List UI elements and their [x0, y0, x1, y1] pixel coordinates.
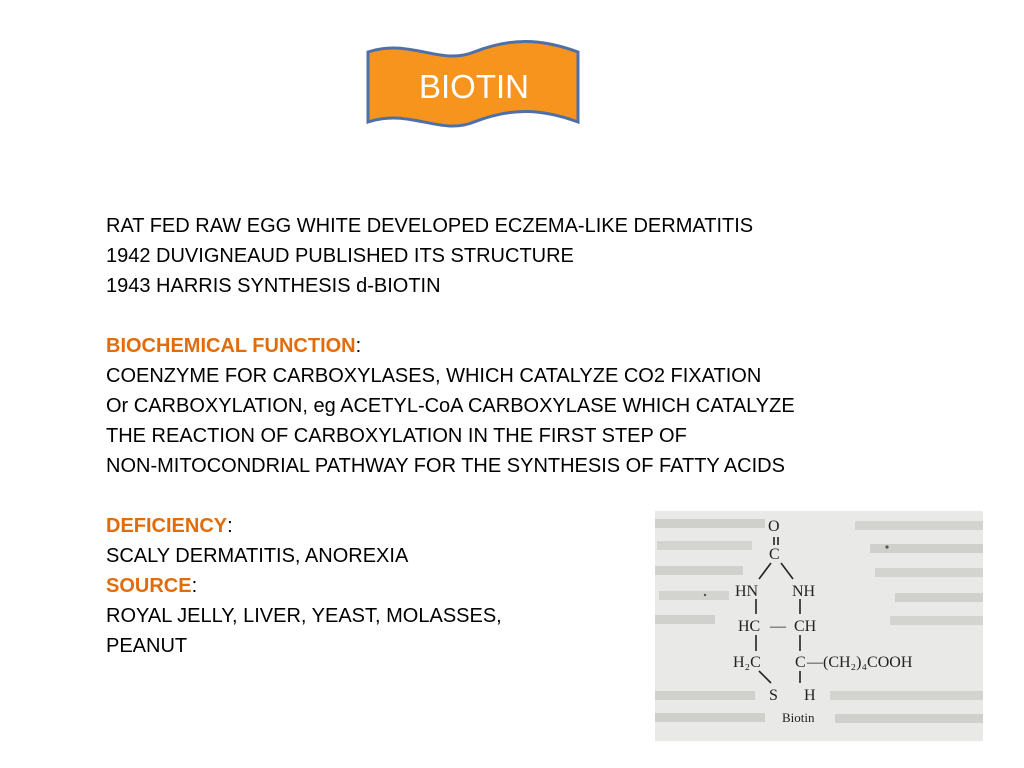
history-line: 1942 DUVIGNEAUD PUBLISHED ITS STRUCTURE	[106, 245, 574, 267]
ch-group: CH	[794, 618, 817, 635]
deficiency-heading: DEFICIENCY	[106, 515, 228, 537]
function-line: THE REACTION OF CARBOXYLATION IN THE FIRST STEP OF	[106, 425, 687, 447]
heading-colon: :	[227, 515, 233, 537]
history-line: 1943 HARRIS SYNTHESIS d-BIOTIN	[106, 275, 441, 297]
biochemical-function-heading-row	[106, 331, 1006, 361]
bond-dash: —	[770, 618, 786, 635]
scanned-background-texture	[655, 519, 983, 723]
valeric-side-chain: —(CH₂)₄COOH	[807, 654, 913, 671]
function-line: NON-MITOCONDRIAL PATHWAY FOR THE SYNTHESIS OF FATTY ACIDS	[106, 455, 785, 477]
biotin-structure-diagram	[655, 511, 983, 741]
nh-group: NH	[792, 583, 816, 600]
biochemical-function-heading: BIOCHEMICAL FUNCTION	[106, 335, 356, 357]
deficiency-line: SCALY DERMATITIS, ANOREXIA	[106, 545, 409, 567]
source-line: ROYAL JELLY, LIVER, YEAST, MOLASSES,	[106, 605, 502, 627]
source-heading: SOURCE	[106, 575, 192, 597]
function-line: Or CARBOXYLATION, eg ACETYL-CoA CARBOXYLASE WHICH CATALYZE	[106, 395, 795, 417]
ring-carbon-atom: C	[795, 654, 806, 671]
carbonyl-carbon-atom: C	[769, 546, 780, 563]
hc-group: HC	[738, 618, 761, 635]
hn-group: HN	[735, 583, 759, 600]
h2c-group: H₂C	[733, 654, 761, 671]
biotin-structure-image	[655, 511, 983, 741]
function-line: COENZYME FOR CARBOXYLASES, WHICH CATALYZE CO2 FIXATION	[106, 365, 762, 387]
hydrogen-atom: H	[804, 687, 816, 704]
structure-caption: Biotin	[782, 710, 815, 725]
heading-colon: :	[191, 575, 198, 597]
source-line: PEANUT	[106, 635, 188, 657]
history-line: RAT FED RAW EGG WHITE DEVELOPED ECZEMA-LIKE DERMATITIS	[106, 215, 754, 237]
heading-colon: :	[355, 335, 362, 357]
title-banner	[365, 40, 583, 135]
oxygen-atom: O	[768, 518, 780, 535]
slide-title: BIOTIN	[418, 68, 529, 105]
sulfur-atom: S	[769, 687, 778, 704]
